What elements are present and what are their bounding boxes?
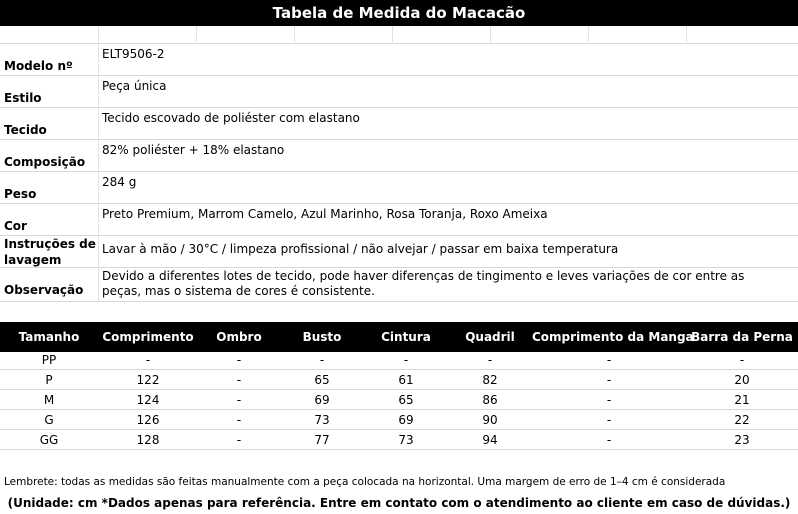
table-row — [0, 352, 798, 370]
header-length: Comprimento — [102, 330, 194, 344]
cell-bust: 77 — [314, 433, 330, 447]
header-waist: Cintura — [381, 330, 431, 344]
header-leg-hem: Barra da Perna — [691, 330, 793, 344]
cell-hip: 86 — [482, 393, 498, 407]
cell-shoulder: - — [236, 373, 242, 387]
spec-row-composition — [0, 140, 798, 172]
cell-waist: - — [403, 353, 409, 367]
spec-row-observation — [0, 268, 798, 302]
spec-row-model — [0, 44, 798, 76]
page-title: Tabela de Medida do Macacão — [0, 0, 798, 26]
spec-value: Lavar à mão / 30°C / limpeza profissional / não alvejar / passar em baixa temperatura — [102, 242, 619, 256]
cell-waist: 73 — [398, 433, 414, 447]
cell-bust: 73 — [314, 413, 330, 427]
cell-hip: 90 — [482, 413, 498, 427]
measurement-note: Lembrete: todas as medidas são feitas manualmente com a peça colocada na horizontal. Uma margem de erro de 1–4 cm é considerada — [4, 476, 726, 488]
spec-label: Composição — [4, 155, 86, 169]
header-shoulder: Ombro — [216, 330, 262, 344]
cell-bust: - — [319, 353, 325, 367]
spec-label: Instruções de lavagem — [4, 237, 96, 267]
spec-label: Peso — [4, 187, 37, 201]
spec-value: 284 g — [102, 175, 137, 189]
table-row — [0, 432, 798, 450]
cell-size: M — [43, 393, 55, 407]
cell-sleeve-length: - — [606, 353, 612, 367]
cell-shoulder: - — [236, 413, 242, 427]
cell-bust: 69 — [314, 393, 330, 407]
table-row — [0, 392, 798, 410]
cell-size: GG — [39, 433, 59, 447]
cell-length: - — [145, 353, 151, 367]
cell-waist: 65 — [398, 393, 414, 407]
spec-value: Peça única — [102, 79, 167, 93]
header-hip: Quadril — [465, 330, 515, 344]
cell-shoulder: - — [236, 393, 242, 407]
spec-label: Estilo — [4, 91, 42, 105]
spec-value: ELT9506-2 — [102, 47, 165, 61]
cell-hip: 94 — [482, 433, 498, 447]
header-bust: Busto — [302, 330, 342, 344]
spec-value: Devido a diferentes lotes de tecido, pode haver diferenças de tingimento e leves variações de cor entre as peças, mas o sistema de cores é consistente. — [102, 269, 745, 298]
cell-leg-hem: 23 — [734, 433, 750, 447]
cell-leg-hem: 22 — [734, 413, 750, 427]
cell-bust: 65 — [314, 373, 330, 387]
cell-hip: - — [487, 353, 493, 367]
cell-size: G — [44, 413, 54, 427]
spec-row-style — [0, 76, 798, 108]
cell-sleeve-length: - — [606, 413, 612, 427]
cell-leg-hem: - — [739, 353, 745, 367]
spec-row-washing — [0, 236, 798, 268]
spec-row-fabric — [0, 108, 798, 140]
unit-disclaimer: (Unidade: cm *Dados apenas para referência. Entre em contato com o atendimento ao cliente em caso de dúvidas.) — [7, 496, 791, 510]
spec-label: Cor — [4, 219, 27, 233]
cell-leg-hem: 21 — [734, 393, 750, 407]
cell-size: PP — [41, 353, 57, 367]
spec-value: Tecido escovado de poliéster com elastano — [102, 111, 360, 125]
table-row — [0, 412, 798, 430]
size-table-header — [0, 322, 798, 352]
header-sleeve-length: Comprimento da Manga — [532, 330, 694, 344]
cell-length: 122 — [136, 373, 160, 387]
cell-waist: 61 — [398, 373, 414, 387]
cell-shoulder: - — [236, 433, 242, 447]
cell-leg-hem: 20 — [734, 373, 750, 387]
spec-row-color — [0, 204, 798, 236]
header-size: Tamanho — [18, 330, 80, 344]
cell-sleeve-length: - — [606, 373, 612, 387]
cell-length: 126 — [136, 413, 160, 427]
cell-length: 124 — [136, 393, 160, 407]
cell-sleeve-length: - — [606, 393, 612, 407]
spec-label: Modelo nº — [4, 59, 73, 73]
cell-hip: 82 — [482, 373, 498, 387]
cell-size: P — [45, 373, 53, 387]
cell-sleeve-length: - — [606, 433, 612, 447]
cell-shoulder: - — [236, 353, 242, 367]
spec-label: Observação — [4, 283, 84, 297]
table-spacer — [0, 302, 798, 322]
grid-spacer — [0, 26, 798, 44]
cell-length: 128 — [136, 433, 160, 447]
spec-value: 82% poliéster + 18% elastano — [102, 143, 285, 157]
spec-row-weight — [0, 172, 798, 204]
spec-value: Preto Premium, Marrom Camelo, Azul Marinho, Rosa Toranja, Roxo Ameixa — [102, 207, 548, 221]
spec-label: Tecido — [4, 123, 47, 137]
cell-waist: 69 — [398, 413, 414, 427]
table-row — [0, 372, 798, 390]
